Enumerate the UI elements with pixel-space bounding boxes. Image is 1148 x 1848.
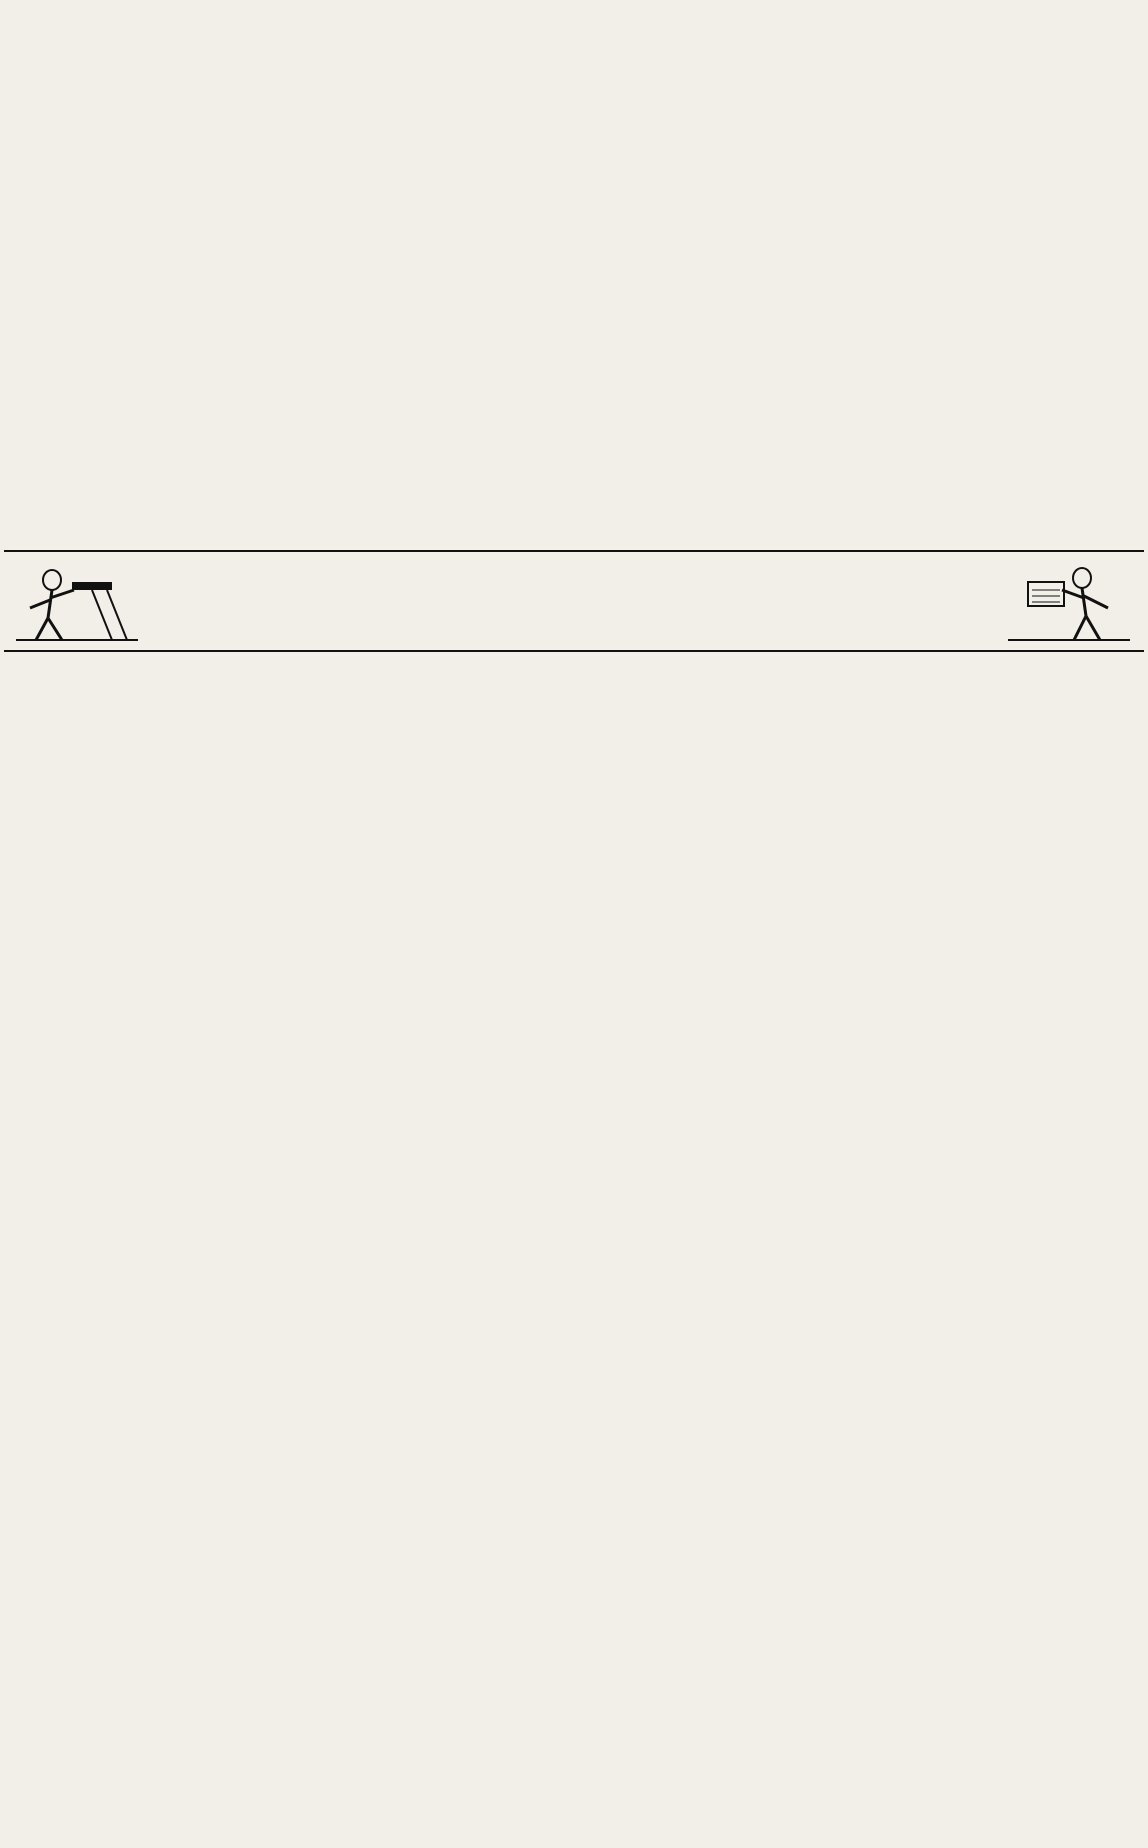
dateline — [700, 6, 1140, 18]
worker-illustration-left — [12, 560, 142, 642]
worker-illustration-right — [1004, 560, 1134, 642]
service-guide-section — [4, 650, 1144, 1830]
help-wanted-section — [4, 30, 1144, 550]
home-service-guide-banner — [4, 550, 1144, 652]
